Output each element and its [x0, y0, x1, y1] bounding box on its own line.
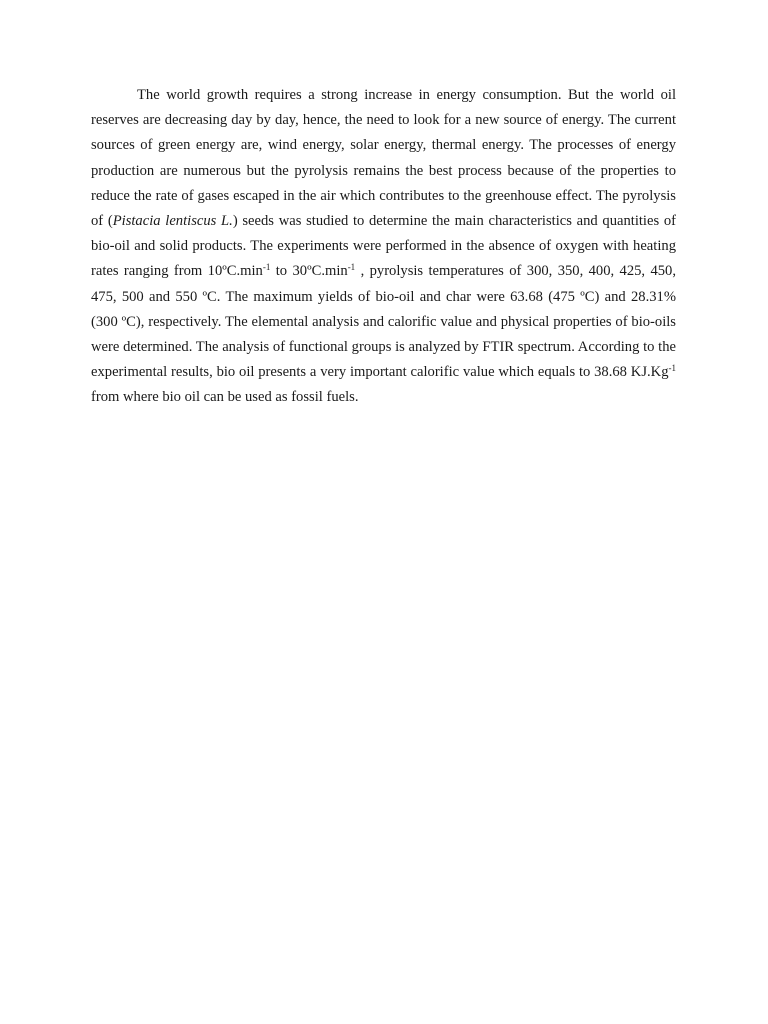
heating-rate-max-exponent: -1 [347, 262, 356, 273]
abstract-text-part-5: from where bio oil can be used as fossil fuels. [91, 389, 359, 406]
abstract-text-part-2: ) seeds was studied to determine the main characteristics and quantities of bio-oil and solid products. The experiments were performed in the absence of oxygen with heating rates ranging from 10ºC.min [91, 213, 677, 280]
abstract-text-part-4: , pyrolysis temperatures of 300, 350, 400, 425, 450, 475, 500 and 550 ºC. The maximum yields of bio-oil and char were 63.68 (475 ºC) and 28.31% (300 ºC), respectively. The elemental analysis and calorific value and physical properties of bio-oils were determined. The analysis of functional groups is analyzed by FTIR spectrum. According to the experimental results, bio oil presents a very important calorific value which equals to 38.68 KJ.Kg [91, 263, 677, 381]
calorific-unit-exponent: -1 [668, 363, 676, 374]
abstract-paragraph [91, 83, 676, 411]
heating-rate-min-exponent: -1 [262, 262, 271, 273]
abstract-text-part-1: The world growth requires a strong increase in energy consumption. But the world oil reserves are decreasing day by day, hence, the need to look for a new source of energy. The current sources of green energy are, wind energy, solar energy, thermal energy. The processes of energy production are numerous but the pyrolysis remains the best process because of the properties to reduce the rate of gases escaped in the air which contributes to the greenhouse effect. The pyrolysis of ( [91, 87, 676, 230]
species-name: Pistacia lentiscus L. [112, 213, 233, 230]
abstract-text-part-3: to 30ºC.min [270, 263, 348, 280]
